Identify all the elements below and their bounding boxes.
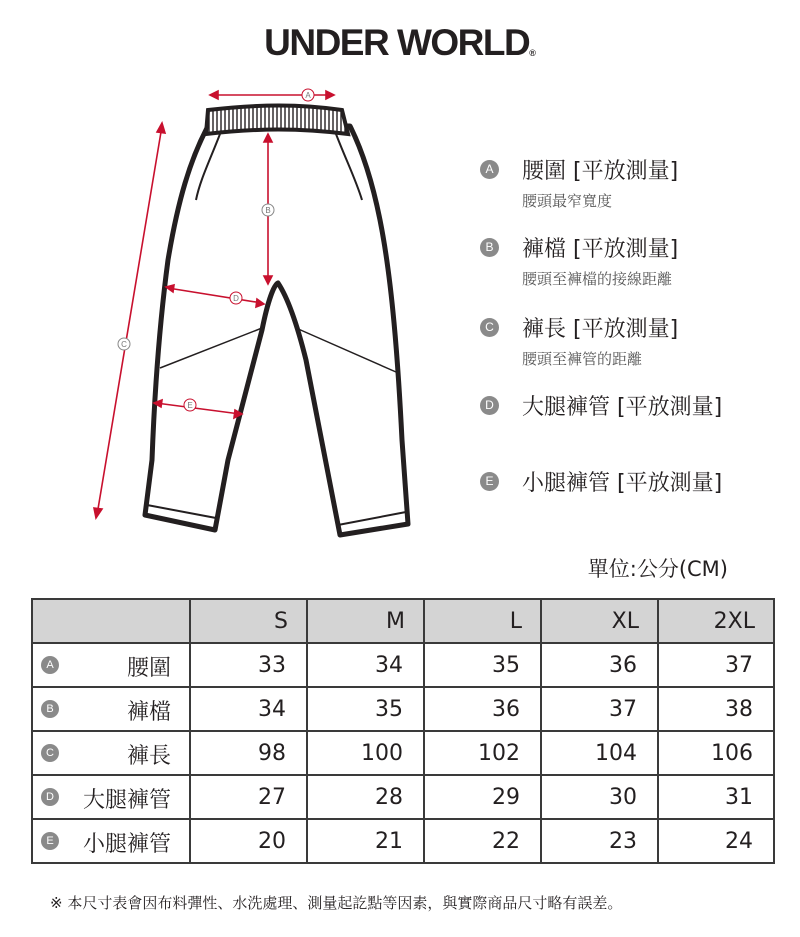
row-badge: A [41, 656, 59, 674]
header-size-m: M [307, 599, 424, 643]
legend-subtitle-c: 腰頭至褲管的距離 [522, 350, 643, 368]
cell: 34 [190, 687, 307, 731]
marker-e: E [187, 401, 193, 410]
table-row [32, 687, 774, 731]
cell: 21 [307, 819, 424, 863]
cell: 22 [424, 819, 541, 863]
row-label-rise [32, 687, 190, 731]
cell: 23 [541, 819, 658, 863]
row-badge: D [41, 788, 59, 806]
cell: 27 [190, 775, 307, 819]
marker-d: D [233, 294, 239, 303]
waistband [206, 106, 348, 135]
cell: 29 [424, 775, 541, 819]
row-label-text: 小腿褲管 [82, 832, 171, 857]
cell: 106 [658, 731, 774, 775]
legend-title-d: 大腿褲管 [平放測量] [522, 395, 723, 420]
cell: 35 [424, 643, 541, 687]
cell: 33 [190, 643, 307, 687]
cell: 36 [541, 643, 658, 687]
cell: 37 [658, 643, 774, 687]
cell: 35 [307, 687, 424, 731]
cell: 31 [658, 775, 774, 819]
table-row [32, 819, 774, 863]
header-size-s: S [190, 599, 307, 643]
badge-e: E [480, 472, 499, 491]
table-row [32, 775, 774, 819]
unit-label: 單位:公分(CM) [587, 557, 728, 581]
legend-title-b: 褲檔 [平放測量] [522, 237, 679, 262]
cell: 100 [307, 731, 424, 775]
cell: 36 [424, 687, 541, 731]
row-label-waist [32, 643, 190, 687]
legend-subtitle-a: 腰頭最窄寬度 [522, 192, 613, 210]
row-label-text: 褲長 [126, 744, 171, 769]
row-label-text: 大腿褲管 [82, 788, 171, 813]
cell: 38 [658, 687, 774, 731]
badge-a: A [480, 160, 499, 179]
legend-title-a: 腰圍 [平放測量] [522, 159, 679, 184]
row-label-calf [32, 819, 190, 863]
header-size-2xl: 2XL [658, 599, 774, 643]
badge-b: B [480, 238, 499, 257]
row-label-length [32, 731, 190, 775]
registered-mark: ® [529, 48, 536, 58]
row-label-text: 褲檔 [126, 700, 171, 725]
badge-d: D [480, 396, 499, 415]
footnote: ※ 本尺寸表會因布料彈性、水洗處理、測量起訖點等因素，與實際商品尺寸略有誤差。 [50, 894, 623, 912]
row-badge: E [41, 832, 59, 850]
marker-c: C [121, 340, 127, 349]
row-label-text: 腰圍 [126, 656, 171, 681]
cell: 102 [424, 731, 541, 775]
row-badge: B [41, 700, 59, 718]
table-row [32, 643, 774, 687]
legend-title-c: 褲長 [平放測量] [522, 317, 679, 342]
cell: 24 [658, 819, 774, 863]
cell: 28 [307, 775, 424, 819]
table-header-row [32, 599, 774, 643]
header-size-l: L [424, 599, 541, 643]
brand-logo-text: UNDER WORLD [264, 22, 530, 63]
size-table [31, 598, 775, 864]
cell: 20 [190, 819, 307, 863]
cell: 104 [541, 731, 658, 775]
marker-b: B [265, 206, 271, 215]
pants-outline [145, 126, 408, 535]
marker-a: A [305, 91, 311, 100]
cell: 37 [541, 687, 658, 731]
table-row [32, 731, 774, 775]
badge-c: C [480, 318, 499, 337]
cell: 98 [190, 731, 307, 775]
row-badge: C [41, 744, 59, 762]
header-size-xl: XL [541, 599, 658, 643]
legend-subtitle-b: 腰頭至褲檔的接線距離 [522, 270, 673, 288]
row-label-thigh [32, 775, 190, 819]
cell: 34 [307, 643, 424, 687]
cell: 30 [541, 775, 658, 819]
header-blank [32, 599, 190, 643]
legend-title-e: 小腿褲管 [平放測量] [522, 471, 723, 496]
